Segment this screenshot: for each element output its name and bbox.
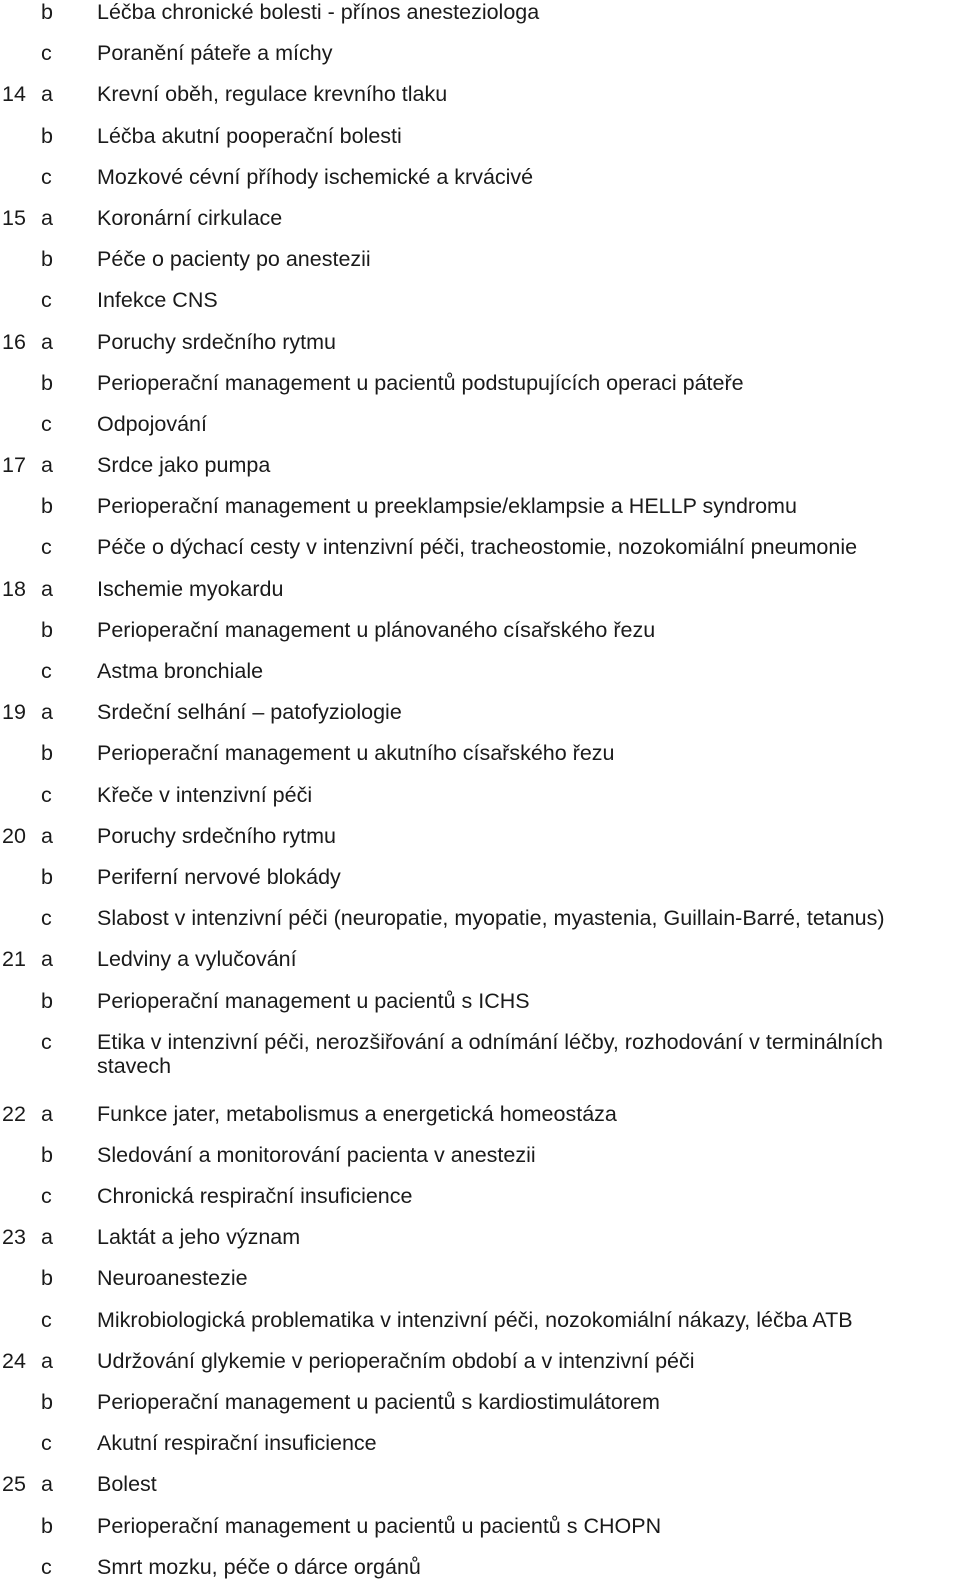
topic-row <box>0 1349 960 1390</box>
topic-row <box>0 371 960 412</box>
topic-text: Srdeční selhání – patofyziologie <box>97 700 402 725</box>
topic-row <box>0 41 960 82</box>
topic-row <box>0 659 960 700</box>
topic-text: Péče o dýchací cesty v intenzivní péči, tracheostomie, nozokomiální pneumonie <box>97 535 858 560</box>
topic-text: Sledování a monitorování pacienta v anestezii <box>97 1142 536 1167</box>
topic-text: Perioperační management u plánovaného císařského řezu <box>97 617 656 642</box>
topic-letter: a <box>41 1101 53 1126</box>
topic-row <box>0 453 960 494</box>
topic-row <box>0 700 960 741</box>
topic-letter: c <box>41 1554 52 1579</box>
topic-letter: c <box>41 1184 52 1209</box>
topic-text: Funkce jater, metabolismus a energetická homeostáza <box>97 1101 617 1126</box>
topic-row <box>0 535 960 576</box>
topic-text: Smrt mozku, péče o dárce orgánů <box>97 1554 421 1579</box>
topic-text: Laktát a jeho význam <box>97 1225 301 1250</box>
topic-row <box>0 618 960 659</box>
topic-row <box>0 783 960 824</box>
topic-number: 22 <box>2 1101 26 1126</box>
topic-row <box>0 906 960 947</box>
topic-number: 20 <box>2 823 26 848</box>
topic-row <box>0 206 960 247</box>
topic-letter: b <box>41 741 53 766</box>
topic-text: Léčba chronické bolesti - přínos anesteziologa <box>97 0 540 24</box>
topic-text: Ledviny a vylučování <box>97 947 297 972</box>
topic-letter: c <box>41 906 52 931</box>
topic-text: Poranění páteře a míchy <box>97 41 333 66</box>
topic-text: Poruchy srdečního rytmu <box>97 823 336 848</box>
topic-text: Slabost v intenzivní péči (neuropatie, myopatie, myastenia, Guillain-Barré, tetanus) <box>97 906 885 931</box>
topic-row <box>0 1514 960 1555</box>
topic-letter: a <box>41 82 53 107</box>
topic-letter: a <box>41 1348 53 1373</box>
topic-letter: b <box>41 370 53 395</box>
topic-text: Křeče v intenzivní péči <box>97 782 313 807</box>
topic-text: Léčba akutní pooperační bolesti <box>97 123 402 148</box>
topic-letter: c <box>41 411 52 436</box>
topic-letter: b <box>41 864 53 889</box>
topic-number: 17 <box>2 453 26 478</box>
topic-text: Bolest <box>97 1472 157 1497</box>
topic-letter: c <box>41 41 52 66</box>
topic-letter: a <box>41 700 53 725</box>
topic-text: Akutní respirační insuficience <box>97 1431 377 1456</box>
topic-letter: b <box>41 617 53 642</box>
topic-text: Chronická respirační insuficience <box>97 1184 413 1209</box>
topic-letter: b <box>41 123 53 148</box>
topic-row <box>0 412 960 453</box>
topic-row <box>0 1143 960 1184</box>
topic-letter: b <box>41 1513 53 1538</box>
topic-number: 25 <box>2 1472 26 1497</box>
topic-letter: c <box>41 1029 52 1054</box>
topic-letter: c <box>41 659 52 683</box>
topic-row <box>0 1184 960 1225</box>
topic-letter: b <box>41 988 53 1013</box>
topic-letter: c <box>41 288 52 313</box>
topic-letter: b <box>41 1266 53 1291</box>
topic-text: Ischemie myokardu <box>97 576 284 601</box>
topic-letter: a <box>41 1225 53 1250</box>
topic-number: 18 <box>2 576 26 601</box>
topic-letter: c <box>41 1431 52 1456</box>
topic-text: Perioperační management u pacientů s ICHS <box>97 988 530 1013</box>
topic-number: 24 <box>2 1348 26 1373</box>
topic-text: Periferní nervové blokády <box>97 864 341 889</box>
topic-text: Perioperační management u akutního císařského řezu <box>97 741 615 766</box>
topic-row <box>0 124 960 165</box>
topic-letter: c <box>41 782 52 807</box>
topic-letter: a <box>41 329 53 354</box>
topic-text: Neuroanestezie <box>97 1266 248 1291</box>
topic-text: Perioperační management u preeklampsie/eklampsie a HELLP syndromu <box>97 494 797 519</box>
topic-text: Infekce CNS <box>97 288 218 313</box>
topic-row <box>0 1102 960 1143</box>
topic-row <box>0 989 960 1030</box>
topic-row <box>0 494 960 535</box>
topic-row <box>0 1225 960 1266</box>
topic-text: Etika v intenzivní péči, nerozšiřování a odnímání léčby, rozhodování v terminálních stavech <box>97 1029 883 1078</box>
topic-text: Udržování glykemie v perioperačním období a v intenzivní péči <box>97 1348 695 1373</box>
topic-row <box>0 1030 960 1102</box>
topic-row <box>0 577 960 618</box>
topic-letter: a <box>41 576 53 601</box>
topic-row <box>0 247 960 288</box>
topic-letter: b <box>41 247 53 272</box>
topic-letter: c <box>41 1307 52 1332</box>
topic-row <box>0 330 960 371</box>
topic-row <box>0 947 960 988</box>
topic-letter: b <box>41 1390 53 1414</box>
topic-text: Astma bronchiale <box>97 659 264 683</box>
topic-row <box>0 288 960 329</box>
topic-letter: a <box>41 823 53 848</box>
topic-row <box>0 0 960 41</box>
topic-text: Mikrobiologická problematika v intenzivní péči, nozokomiální nákazy, léčba ATB <box>97 1307 853 1332</box>
topic-text: Mozkové cévní příhody ischemické a krvácivé <box>97 164 534 189</box>
topic-row <box>0 1555 960 1596</box>
topic-text: Poruchy srdečního rytmu <box>97 329 336 354</box>
topic-text: Koronární cirkulace <box>97 205 283 230</box>
topic-letter: b <box>41 0 53 24</box>
topic-number: 15 <box>2 205 26 230</box>
topic-row <box>0 82 960 123</box>
topic-text: Srdce jako pumpa <box>97 453 271 478</box>
topic-row <box>0 1472 960 1513</box>
topic-row <box>0 1390 960 1431</box>
topic-text: Péče o pacienty po anestezii <box>97 247 371 272</box>
topic-letter: a <box>41 947 53 972</box>
topic-letter: a <box>41 205 53 230</box>
topic-text: Perioperační management u pacientů podstupujících operaci páteře <box>97 370 744 395</box>
topic-row <box>0 741 960 782</box>
topic-number: 14 <box>2 82 26 107</box>
topic-text: Perioperační management u pacientů u pacientů s CHOPN <box>97 1513 662 1538</box>
topic-row <box>0 1308 960 1349</box>
topic-letter: c <box>41 164 52 189</box>
topic-row <box>0 824 960 865</box>
topic-letter: b <box>41 494 53 519</box>
topic-row <box>0 865 960 906</box>
topic-row <box>0 1266 960 1307</box>
topic-text: Krevní oběh, regulace krevního tlaku <box>97 82 448 107</box>
topic-letter: b <box>41 1142 53 1167</box>
topic-row <box>0 1431 960 1472</box>
topic-text: Perioperační management u pacientů s kardiostimulátorem <box>97 1390 660 1414</box>
topic-number: 19 <box>2 700 26 725</box>
topic-number: 23 <box>2 1225 26 1250</box>
topic-letter: a <box>41 453 53 478</box>
topic-letter: c <box>41 535 52 560</box>
topic-text: Odpojování <box>97 411 207 436</box>
topic-letter: a <box>41 1472 53 1497</box>
topic-row <box>0 165 960 206</box>
topic-number: 16 <box>2 329 26 354</box>
topic-number: 21 <box>2 947 26 972</box>
